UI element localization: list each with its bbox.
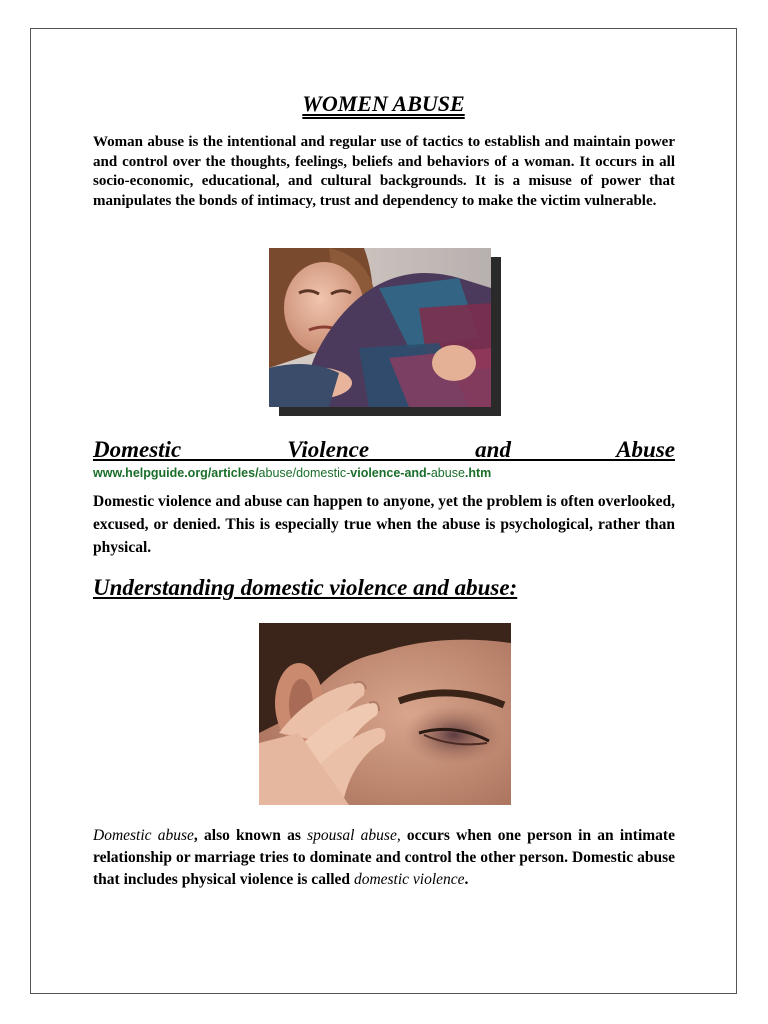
domestic-abuse-paragraph [93,825,675,891]
text-run: occurs when one person in an intimate relationship or marriage tries to dominate and control the other person. Domestic abuse that includes physical violence is called [93,827,675,888]
link-part: abuse [430,466,465,480]
domestic-violence-paragraph: Domestic violence and abuse can happen to anyone, yet the problem is often overlooked, excused, or denied. This is especially true when the abuse is psychological, rather than physical. [93,493,675,556]
text-run: . [464,871,469,888]
text-run: , also known as [193,827,308,844]
link-part: abuse/domestic- [258,466,351,480]
document-page [30,28,737,994]
photo-crying-woman [269,248,501,416]
italic-term: domestic violence [353,871,465,888]
intro-paragraph: Woman abuse is the intentional and regular use of tactics to establish and maintain power and control over the thoughts, feelings, beliefs and behaviors of a woman. It occurs in all socio-economic, educational, and cultural backgrounds. It is a misuse of power that manipulates the bonds of intimacy, trust and dependency to make the victim vulnerable. [93,134,675,209]
link-part: www.helpguide.org/articles/ [93,466,259,480]
crying-woman-illustration [269,248,491,407]
italic-term: spousal abuse, [307,827,401,844]
link-part: .htm [464,466,492,480]
section-heading-understanding: Understanding domestic violence and abuse: [93,575,518,600]
italic-term: Domestic abuse [93,827,194,844]
page-title: WOMEN ABUSE [302,91,465,116]
link-part: violence-and- [350,466,431,480]
bruised-face-illustration [259,623,511,805]
source-link[interactable] [93,466,491,480]
photo-bruised-face [259,623,511,810]
section-heading-domestic-violence: Domestic Violence and Abuse [93,437,675,462]
